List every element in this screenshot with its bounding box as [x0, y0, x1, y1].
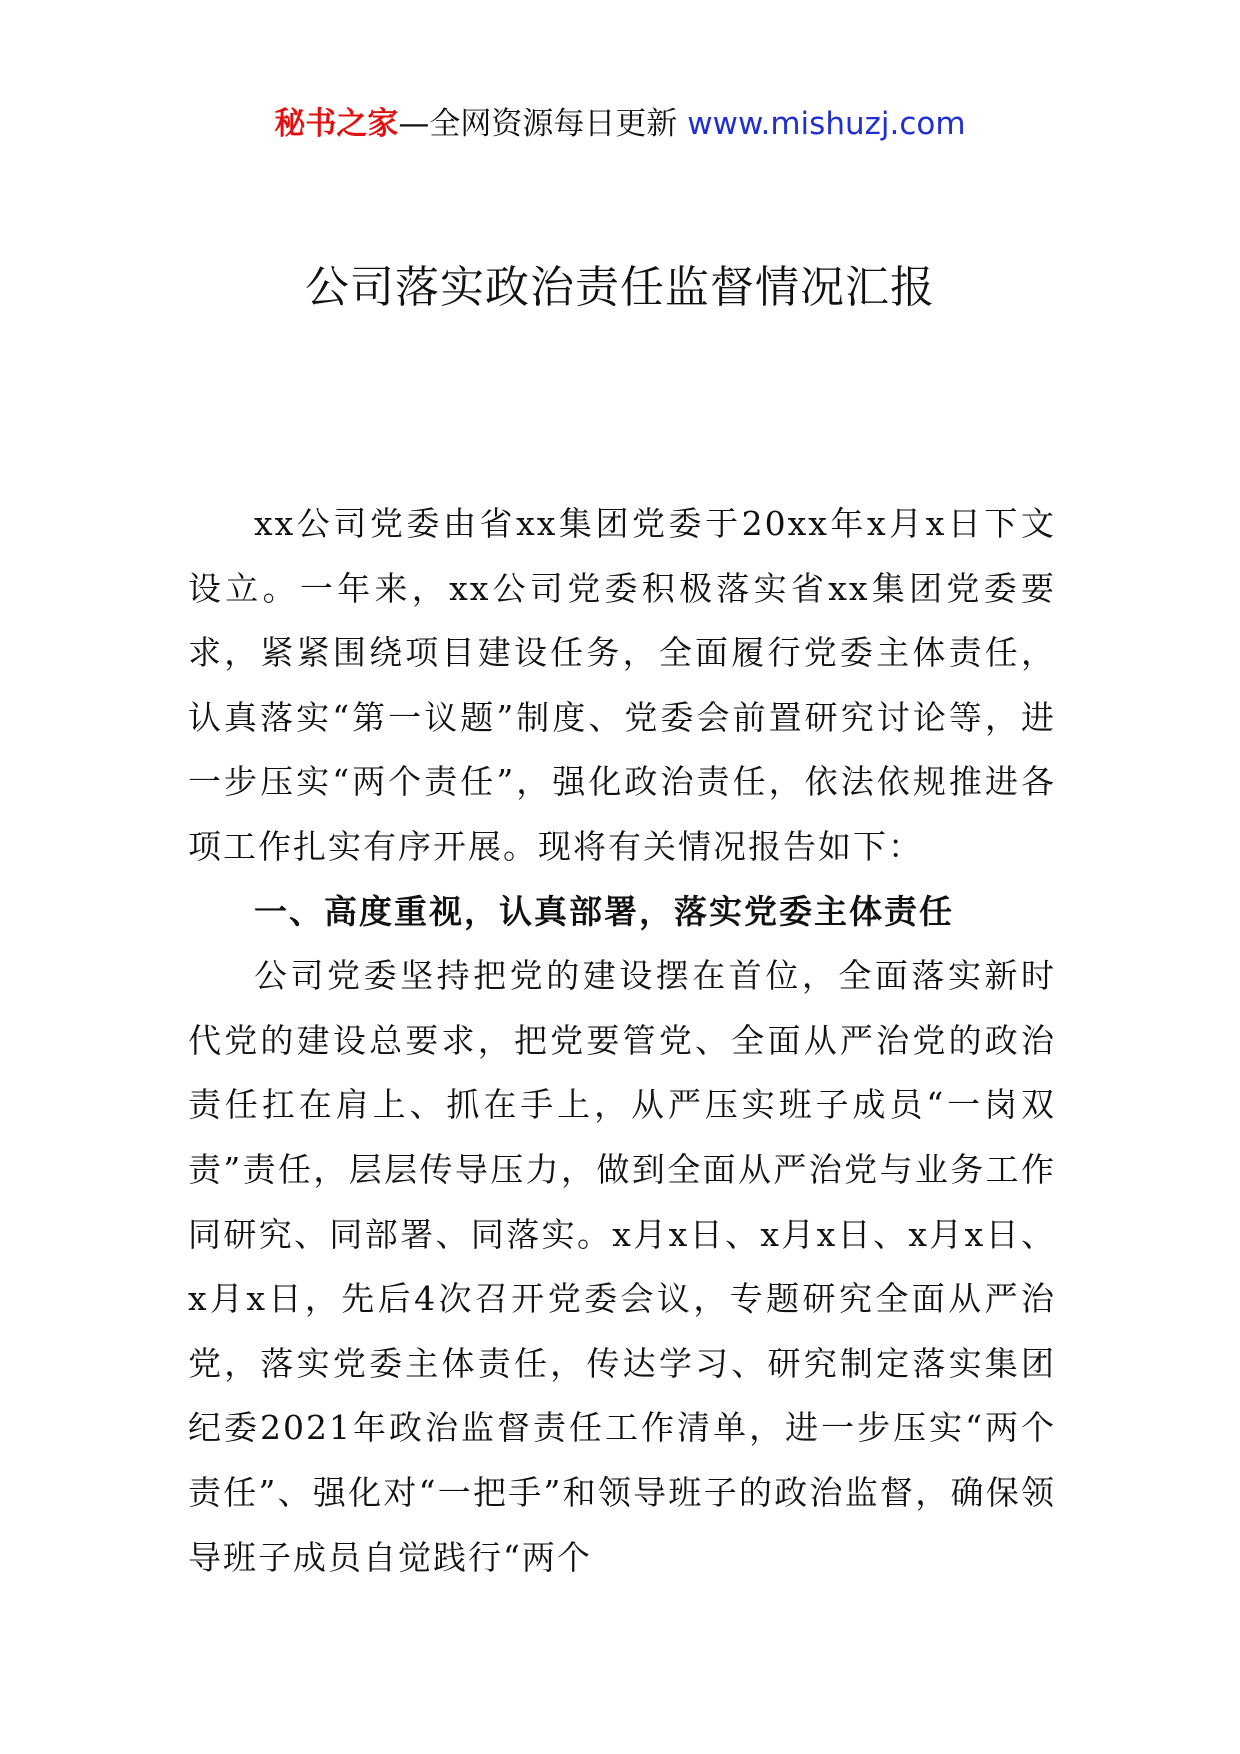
section-1-paragraph: 公司党委坚持把党的建设摆在首位，全面落实新时代党的建设总要求，把党要管党、全面从严治党的政治责任扛在肩上、抓在手上，从严压实班子成员“一岗双责”责任，层层传导压力，做到全面从严治党与业务工作同研究、同部署、同落实。x月x日、x月x日、x月x日、x月x日，先后4次召开党委会议，专题研究全面从严治党，落实党委主体责任，传达学习、研究制定落实集团纪委2021年政治监督责任工作清单，进一步压实“两个责任”、强化对“一把手”和领导班子的政治监督，确保领导班子成员自觉践行“两个 [188, 956, 1056, 1577]
intro-paragraph: xx公司党委由省xx集团党委于20xx年x月x日下文设立。一年来，xx公司党委积极落实省xx集团党委要求，紧紧围绕项目建设任务，全面履行党委主体责任，认真落实“第一议题”制度、党委会前置研究讨论等，进一步压实“两个责任”，强化政治责任，依法依规推进各项工作扎实有序开展。现将有关情况报告如下： [188, 504, 1056, 866]
document-body [188, 492, 1056, 1590]
document-title: 公司落实政治责任监督情况汇报 [305, 262, 935, 313]
site-url-link[interactable]: www.mishuzj.com [687, 106, 966, 142]
site-slogan: —全网资源每日更新 [398, 106, 678, 142]
site-brand: 秘书之家 [274, 106, 399, 142]
section-heading-1: 一、高度重视，认真部署，落实党委主体责任 [254, 891, 954, 931]
site-header [0, 102, 1240, 146]
